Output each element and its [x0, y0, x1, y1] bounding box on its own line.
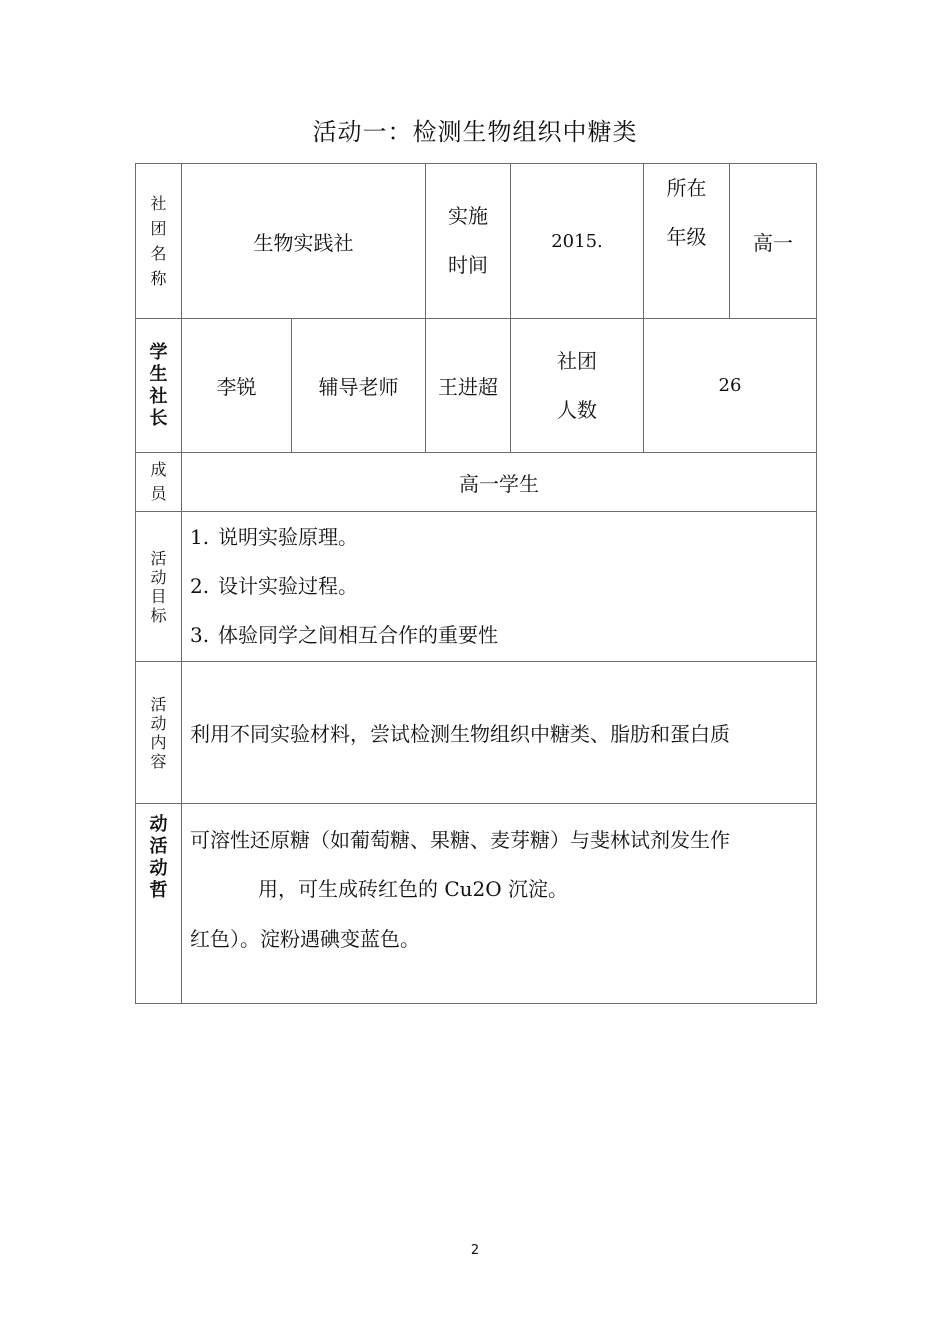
goal-item-3	[190, 619, 498, 648]
grade-value-cell	[729, 163, 817, 319]
member-count-value: 26	[718, 375, 742, 396]
goal-text: 设计实验过程。	[218, 574, 358, 598]
advisor-label-cell	[291, 318, 426, 453]
advisor-cell	[425, 318, 511, 453]
goal-number: 3.	[190, 623, 210, 647]
time-label-cell	[425, 163, 511, 319]
grade-value: 高一	[753, 230, 793, 255]
time-value: 2015.	[551, 230, 603, 252]
member-count-label-line1: 社团	[557, 348, 597, 373]
content-value: 利用不同实验材料，尝试检测生物组织中糖类、脂肪和蛋白质	[190, 722, 730, 746]
philosophy-line-1: 可溶性还原糖（如葡萄糖、果糖、麦芽糖）与斐林试剂发生作	[190, 828, 730, 852]
club-name-label-cell	[135, 163, 182, 319]
page-title: 活动一：检测生物组织中糖类	[312, 118, 638, 146]
president-cell	[181, 318, 292, 453]
advisor-label: 辅导老师	[318, 375, 399, 399]
members-label: 成员	[150, 460, 167, 503]
members-cell	[181, 452, 817, 512]
goal-item-1	[190, 521, 358, 550]
club-name-value: 生物实践社	[253, 230, 354, 255]
president-label-cell	[135, 318, 182, 453]
goal-number: 1.	[190, 525, 210, 549]
members-label-cell	[135, 452, 182, 512]
content-cell	[181, 661, 817, 804]
member-count-cell	[643, 318, 817, 453]
philosophy-cell	[181, 803, 817, 1004]
goals-cell	[181, 511, 817, 662]
philosophy-line-2: 用，可生成砖红色的 Cu2O 沉淀。	[258, 877, 569, 901]
time-value-cell	[510, 163, 644, 319]
goal-item-2	[190, 570, 358, 599]
goal-text: 说明实验原理。	[218, 525, 358, 549]
goals-label-cell	[135, 511, 182, 662]
club-name-cell	[181, 163, 426, 319]
member-count-label-cell	[510, 318, 644, 453]
president-value: 李锐	[216, 375, 257, 399]
president-label: 学生社长	[149, 341, 168, 429]
content-label: 活动内容	[150, 694, 167, 771]
content-label-cell	[135, 661, 182, 804]
philosophy-line-3: 红色）。淀粉遇碘变蓝色。	[190, 927, 420, 951]
members-value: 高一学生	[459, 471, 539, 496]
goal-number: 2.	[190, 574, 210, 598]
grade-label-line1: 所在	[666, 176, 707, 200]
grade-label-cell	[643, 163, 730, 319]
club-name-label: 社团名称	[150, 194, 167, 288]
grade-label-line2: 年级	[666, 225, 707, 249]
page-number: 2	[470, 1243, 480, 1258]
goals-label: 活动目标	[150, 548, 167, 625]
time-label-line2: 时间	[448, 253, 488, 277]
goal-text: 体验同学之间相互合作的重要性	[218, 623, 498, 647]
philosophy-label: 动活动哲	[149, 814, 168, 901]
time-label-line1: 实施	[448, 204, 488, 228]
advisor-value: 王进超	[438, 375, 498, 399]
philosophy-label-cell	[135, 803, 182, 1004]
member-count-label-line2: 人数	[557, 397, 597, 422]
